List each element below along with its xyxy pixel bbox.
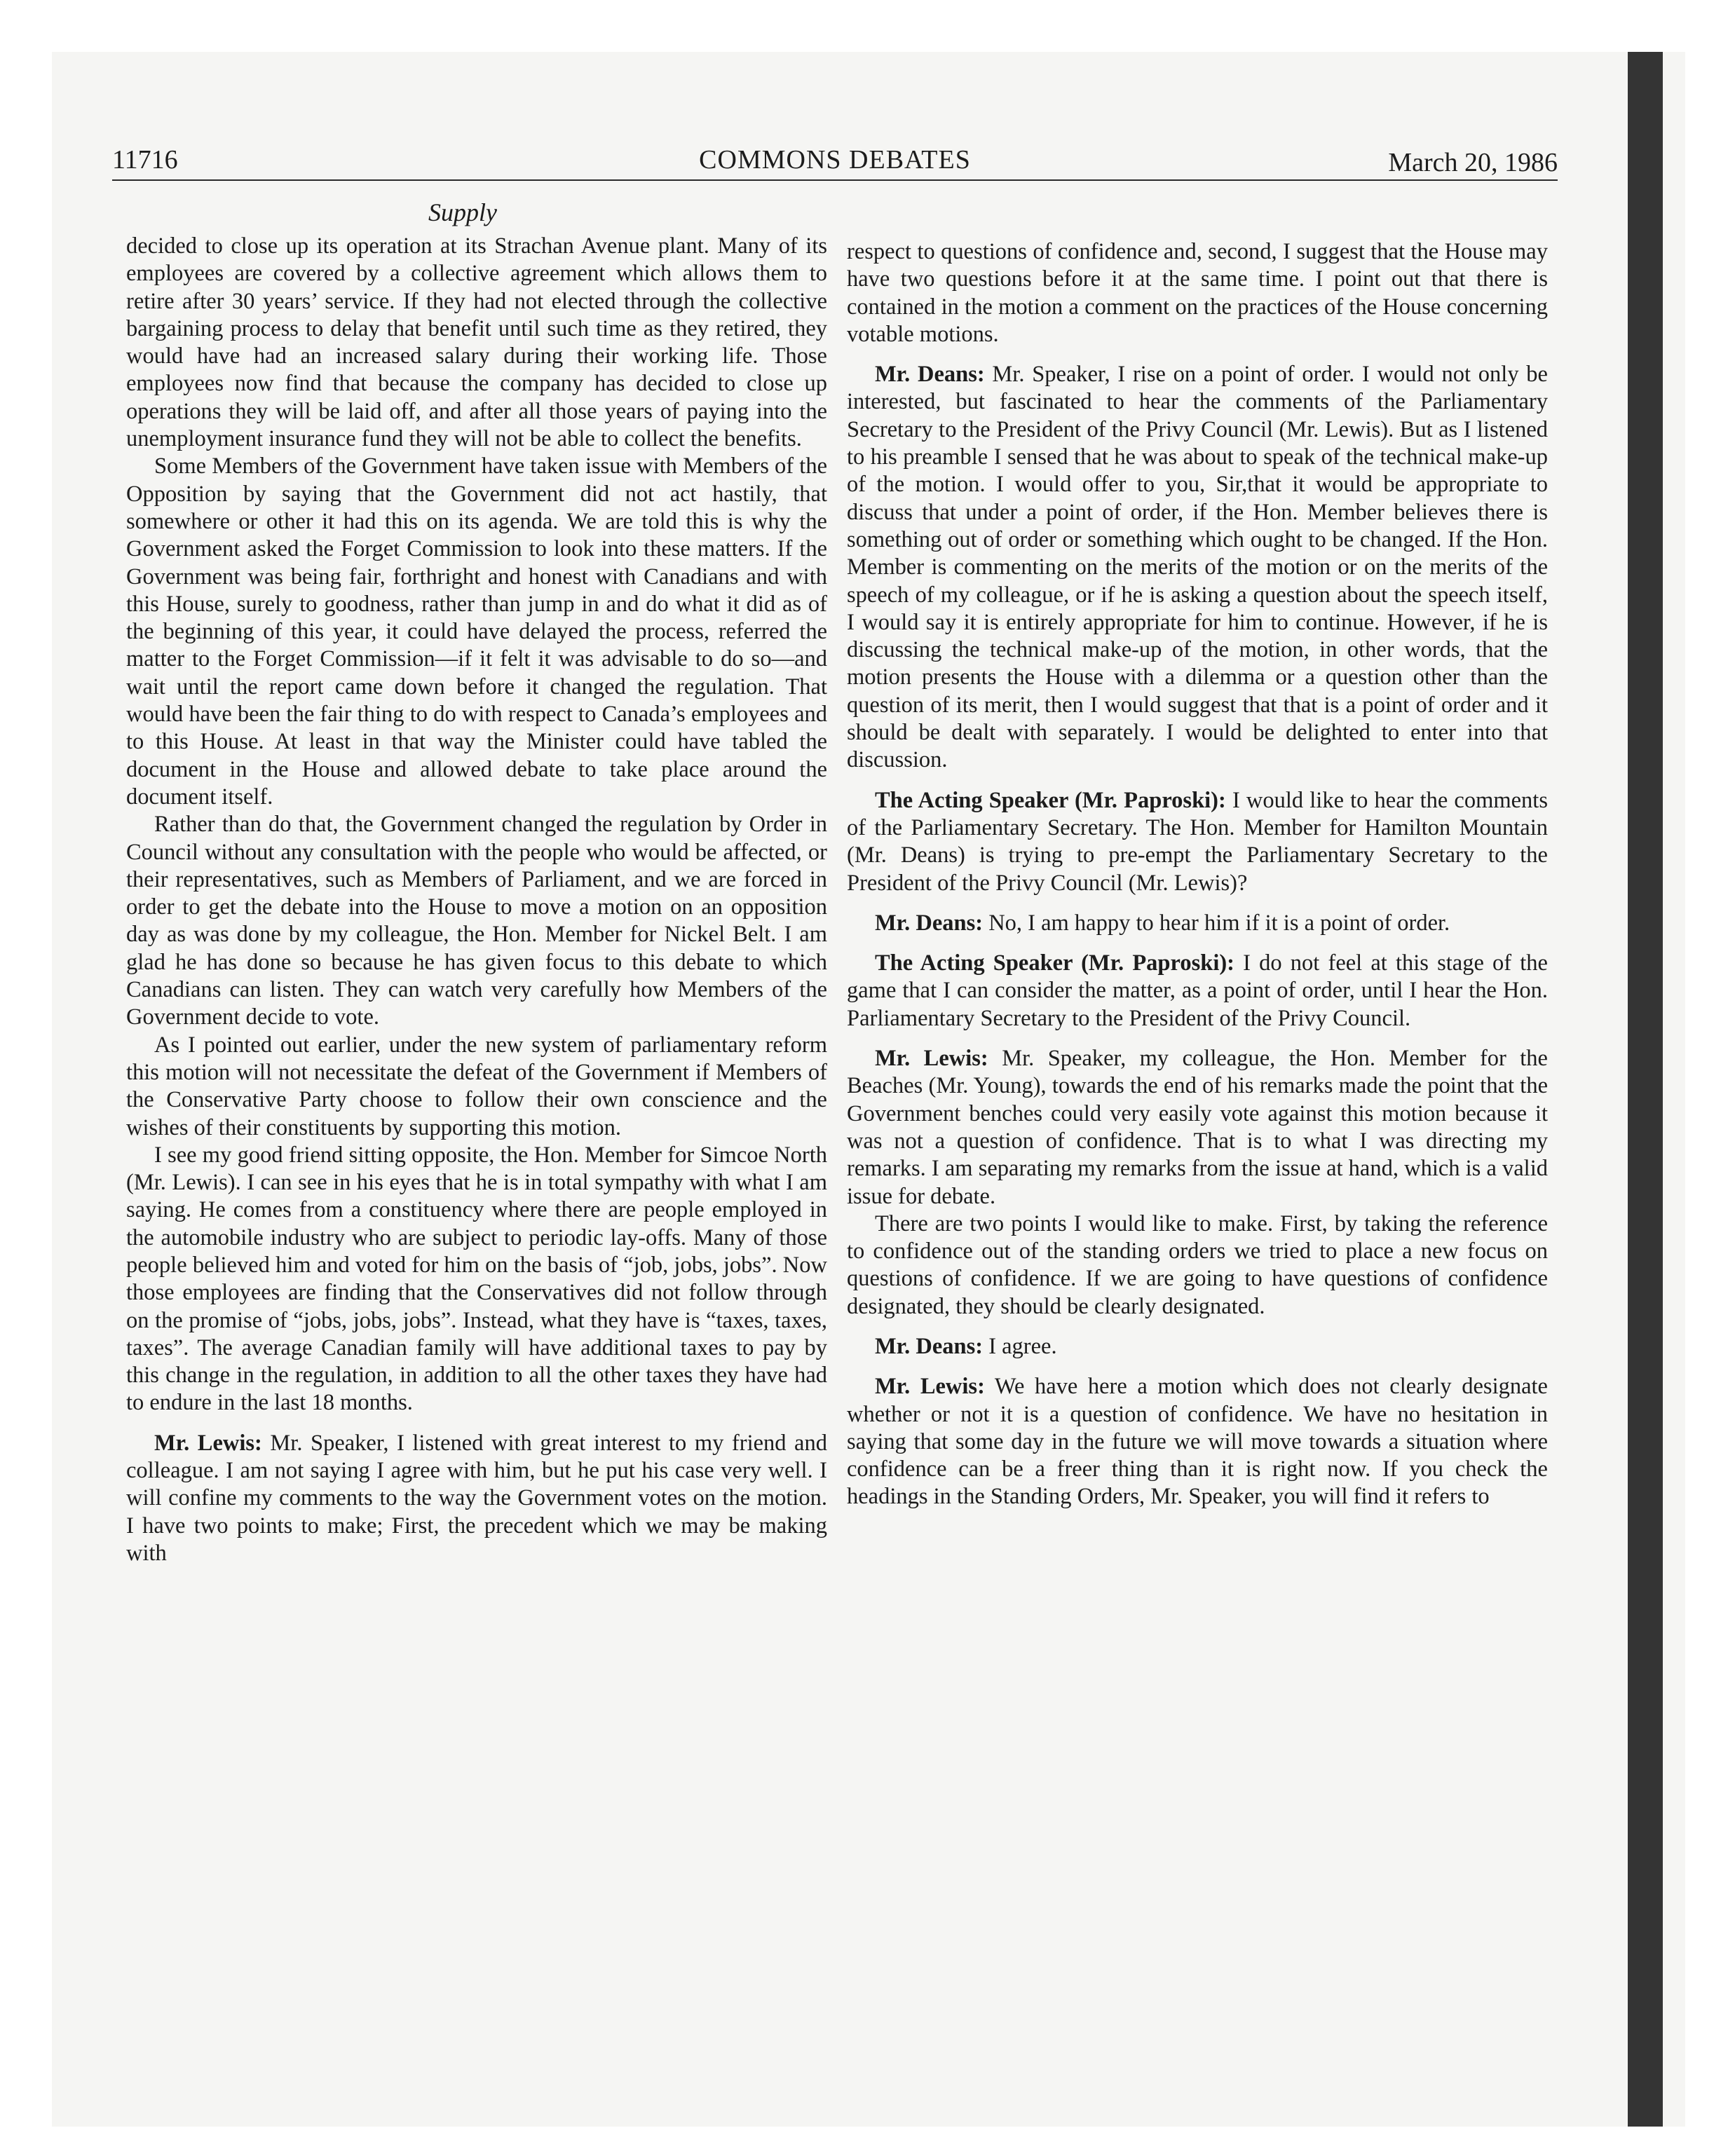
left-column [126,233,827,1567]
header-date: March 20, 1986 [1388,148,1558,177]
paragraph: There are two points I would like to make. First, by taking the reference to confidence out of the standing orders we tried to place a new focus on questions of confidence. If we are going to have questions of confidence designated, they should be clearly designated. [847,1210,1548,1319]
speech-text: Mr. Speaker, my colleague, the Hon. Member for the Beaches (Mr. Young), towards the end of his remarks made the point that the Government benches could very easily vote against this motion because it was not a question of confidence. That is to what I was directing my remarks. I am separating my remarks from the issue at hand, which is a valid issue for debate. [847,1046,1548,1209]
speaker-name: Mr. Deans: [875,1333,984,1359]
journal-title: COMMONS DEBATES [699,145,971,175]
speaker-name: Mr. Deans: [875,910,984,936]
page-number: 11716 [112,145,178,175]
speech-paragraph [847,950,1548,1032]
speech-text: Mr. Speaker, I rise on a point of order. I would not only be interested, but fascinated to hear the comments of the Parliamentary Secretary to the President of the Privy Council (Mr. Lewis). But as I listened to his preamble I sensed that he was about to speak of the technical make-up of the motion. I would offer to you, Sir,that it would be appropriate to discuss that under a point of order, if the Hon. Member believes there is something out of order or something which ought to be changed. If the Hon. Member is commenting on the merits of the motion or on the merits of the speech of my colleague, or if he is asking a question about the speech itself, I would say it is entirely appropriate for him to continue. However, if he is discussing the technical make-up of the motion, in other words, that the motion presents the House with a dilemma or a question other than the question of its merit, then I would suggest that that is a point of order and it should be dealt with separately. I would be delighted to enter into that discussion. [847,362,1548,773]
scan-edge-bar [1628,52,1663,2127]
speaker-name: Mr. Lewis: [875,1374,985,1400]
speech-text: Mr. Speaker, I listened with great interest to my friend and colleague. I am not saying I agree with him, but he put his case very well. I will confine my comments to the way the Government votes on the motion. I have two points to make; First, the precedent which we may be making with [126,1430,827,1566]
speech-paragraph [847,1045,1548,1210]
section-title: Supply [428,198,497,226]
speech-text: I would like to hear the comments of the Parliamentary Secretary. The Hon. Member for Hamilton Mountain (Mr. Deans) is trying to pre-empt the Parliamentary Secretary to the President of the Privy Council (Mr. Lewis)? [847,787,1548,896]
speech-paragraph [847,910,1548,937]
paragraph: I see my good friend sitting opposite, the Hon. Member for Simcoe North (Mr. Lewis). I can see in his eyes that he is in total sympathy with what I am saying. He comes from a constituency where there are people employed in the automobile industry who are subject to periodic lay-offs. Many of those people believed him and voted for him on the basis of “job, jobs, jobs”. Now those employees are finding that the Conservatives did not follow through on the promise of “jobs, jobs, jobs”. Instead, what they have is “taxes, taxes, taxes”. The average Canadian family will have additional taxes to pay by this change in the regulation, in addition to all the other taxes they have had to endure in the last 18 months. [126,1142,827,1416]
speech-paragraph [126,1430,827,1567]
paragraph: respect to questions of confidence and, second, I suggest that the House may have two questions before it at the same time. I point out that there is contained in the motion a comment on the practices of the House concerning votable motions. [847,239,1548,347]
speech-paragraph [847,787,1548,897]
paragraph: As I pointed out earlier, under the new system of parliamentary reform this motion will not necessitate the defeat of the Government if Members of the Conservative Party choose to follow their own conscience and the wishes of their constituents by supporting this motion. [126,1032,827,1140]
paragraph: Rather than do that, the Government changed the regulation by Order in Council without any consultation with the people who would be affected, or their representatives, such as Members of Parliament, and we are forced in order to get the debate into the House to move a motion on an opposition day as was done by my colleague, the Hon. Member for Nickel Belt. I am glad he has done so because he has given focus to this debate to which Canadians can listen. They can watch very carefully how Members of the Government decide to vote. [126,812,827,1030]
speech-text: No, I am happy to hear him if it is a point of order. [983,910,1450,936]
speech-paragraph [847,361,1548,774]
right-column [847,238,1548,1511]
speech-text: We have here a motion which does not clearly designate whether or not it is a question of confidence. We have no hesitation in saying that some day in the future we will move towards a situation where confidence can be a freer thing than it is right now. If you check the headings in the Standing Orders, Mr. Speaker, you will find it refers to [847,1374,1548,1510]
speech-paragraph [847,1373,1548,1510]
speaker-name: Mr. Lewis: [154,1430,262,1456]
speech-paragraph [847,1333,1548,1360]
speech-text: I agree. [983,1333,1057,1359]
paragraph: decided to close up its operation at its Strachan Avenue plant. Many of its employees are covered by a collective agreement which allows them to retire after 30 years’ service. If they had not elected through the collective bargaining process to delay that benefit until such time as they retired, they would have had an increased salary during their working life. Those employees now find that because the company has decided to close up operations they will be laid off, and after all those years of paying into the unemployment insurance fund they will not be able to collect the benefits. [126,233,827,452]
speaker-name: Mr. Deans: [875,362,985,388]
speaker-name: Mr. Lewis: [875,1046,988,1072]
speaker-name: The Acting Speaker (Mr. Paproski): [875,787,1226,813]
page-header [112,143,1558,181]
speaker-name: The Acting Speaker (Mr. Paproski): [875,950,1234,976]
speech-text: I do not feel at this stage of the game that I can consider the matter, as a point of order, until I hear the Hon. Parliamentary Secretary to the President of the Privy Council. [847,950,1548,1031]
paragraph: Some Members of the Government have taken issue with Members of the Opposition by saying that the Government did not act hastily, that somewhere or other it had this on its agenda. We are told this is why the Government asked the Forget Commission to look into these matters. If the Government was being fair, forthright and honest with Canadians and with this House, surely to goodness, rather than jump in and do what it did as of the beginning of this year, it could have delayed the process, referred the matter to the Forget Commission—if it felt it was advisable to do so—and wait until the report came down before it changed the regulation. That would have been the fair thing to do with respect to Canada’s employees and to this House. At least in that way the Minister could have tabled the document in the House and allowed debate to take place around the document itself. [126,453,827,810]
